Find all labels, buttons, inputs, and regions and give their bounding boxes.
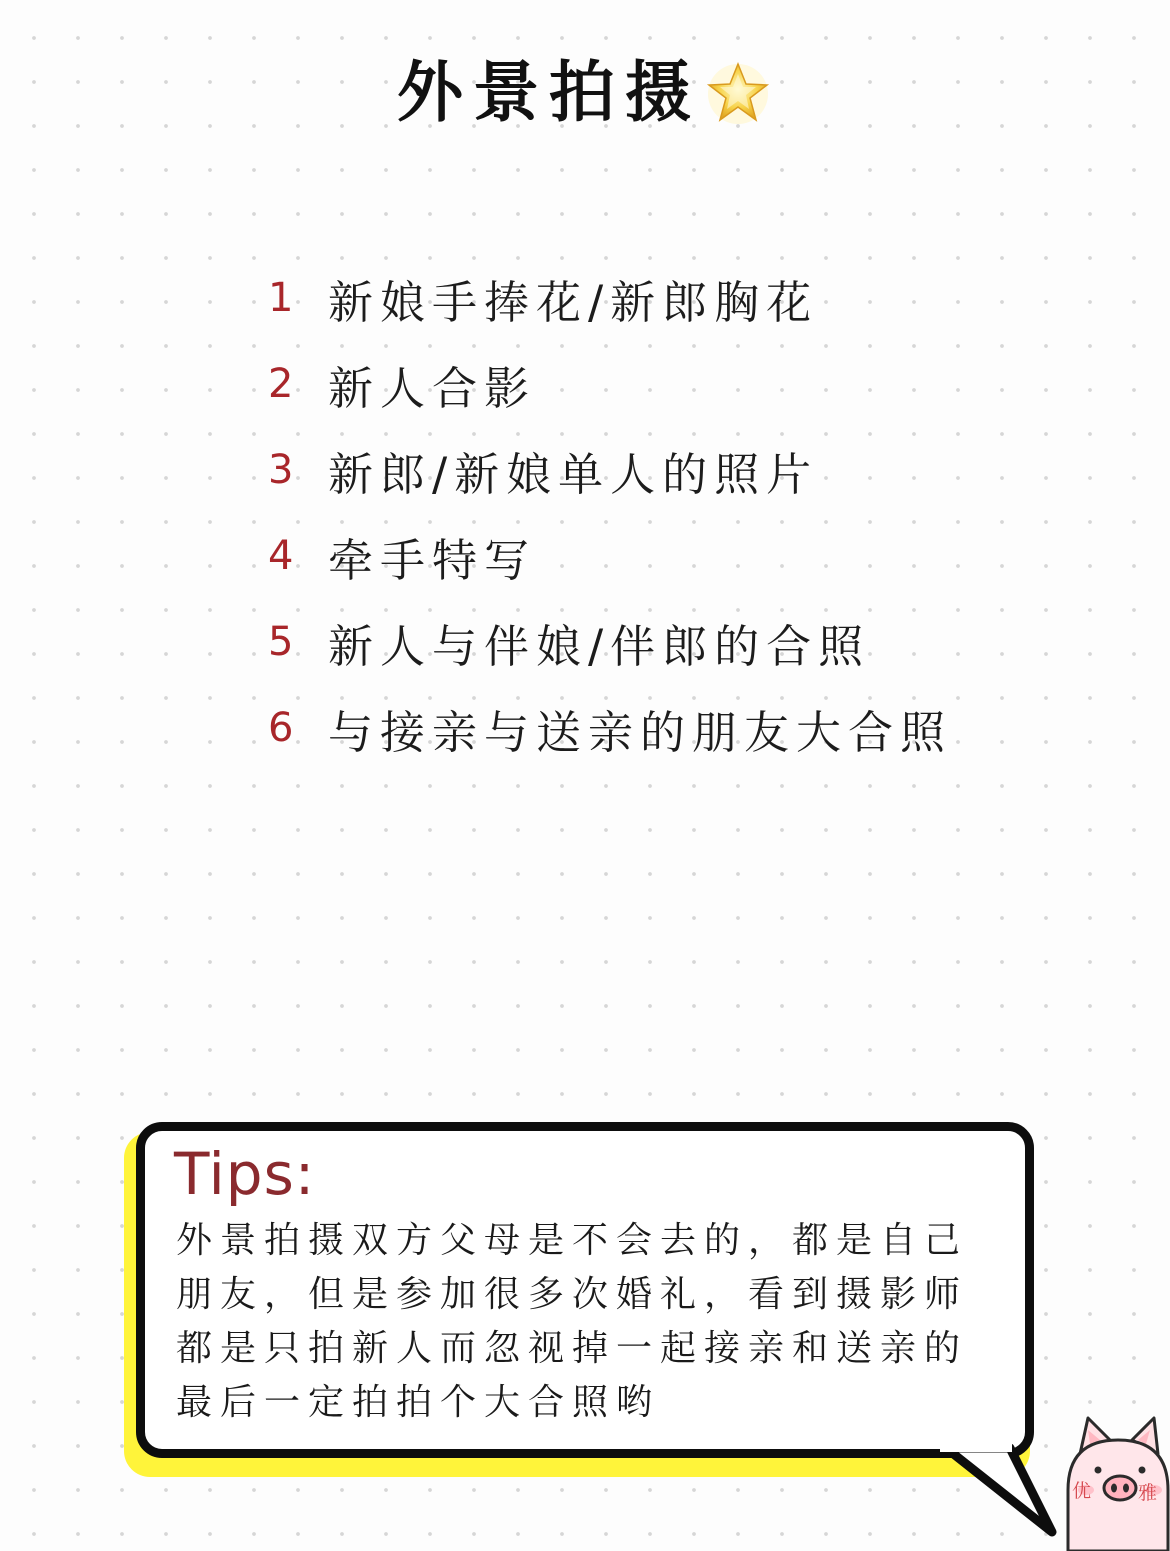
item-number: 2 [268, 361, 294, 407]
tips-line: 最后一定拍拍个大合照哟 [176, 1382, 661, 1423]
item-number: 4 [268, 533, 294, 579]
list-item [268, 427, 952, 513]
tips-line: 朋友，但是参加很多次婚礼，看到摄影师 [176, 1274, 969, 1315]
list-item [268, 599, 952, 685]
item-text: 与接亲与送亲的朋友大合照 [328, 705, 953, 759]
page-title: 外景拍摄 [397, 54, 701, 131]
mascot-label-right: 雅 [1138, 1482, 1158, 1504]
item-number: 5 [268, 619, 294, 665]
title-row [0, 54, 1170, 131]
tips-line: 都是只拍新人而忽视掉一起接亲和送亲的 [176, 1328, 969, 1369]
item-number: 6 [268, 705, 294, 751]
item-text: 新娘手捧花/新郎胸花 [328, 275, 819, 329]
mascot-label-left: 优 [1072, 1480, 1092, 1502]
bubble-tail-icon [940, 1440, 1060, 1540]
list-item [268, 513, 952, 599]
item-text: 牵手特写 [328, 533, 537, 587]
tips-body [176, 1214, 1026, 1430]
shot-list [268, 255, 952, 771]
item-text: 新人与伴娘/伴郎的合照 [328, 619, 871, 673]
star-icon [703, 58, 773, 128]
tips-title: Tips: [174, 1140, 316, 1208]
item-text: 新郎/新娘单人的照片 [328, 447, 819, 501]
list-item [268, 341, 952, 427]
tips-line: 外景拍摄双方父母是不会去的，都是自己 [176, 1220, 969, 1261]
list-item [268, 255, 952, 341]
item-text: 新人合影 [328, 361, 537, 415]
item-number: 1 [268, 275, 294, 321]
item-number: 3 [268, 447, 294, 493]
list-item [268, 685, 952, 771]
